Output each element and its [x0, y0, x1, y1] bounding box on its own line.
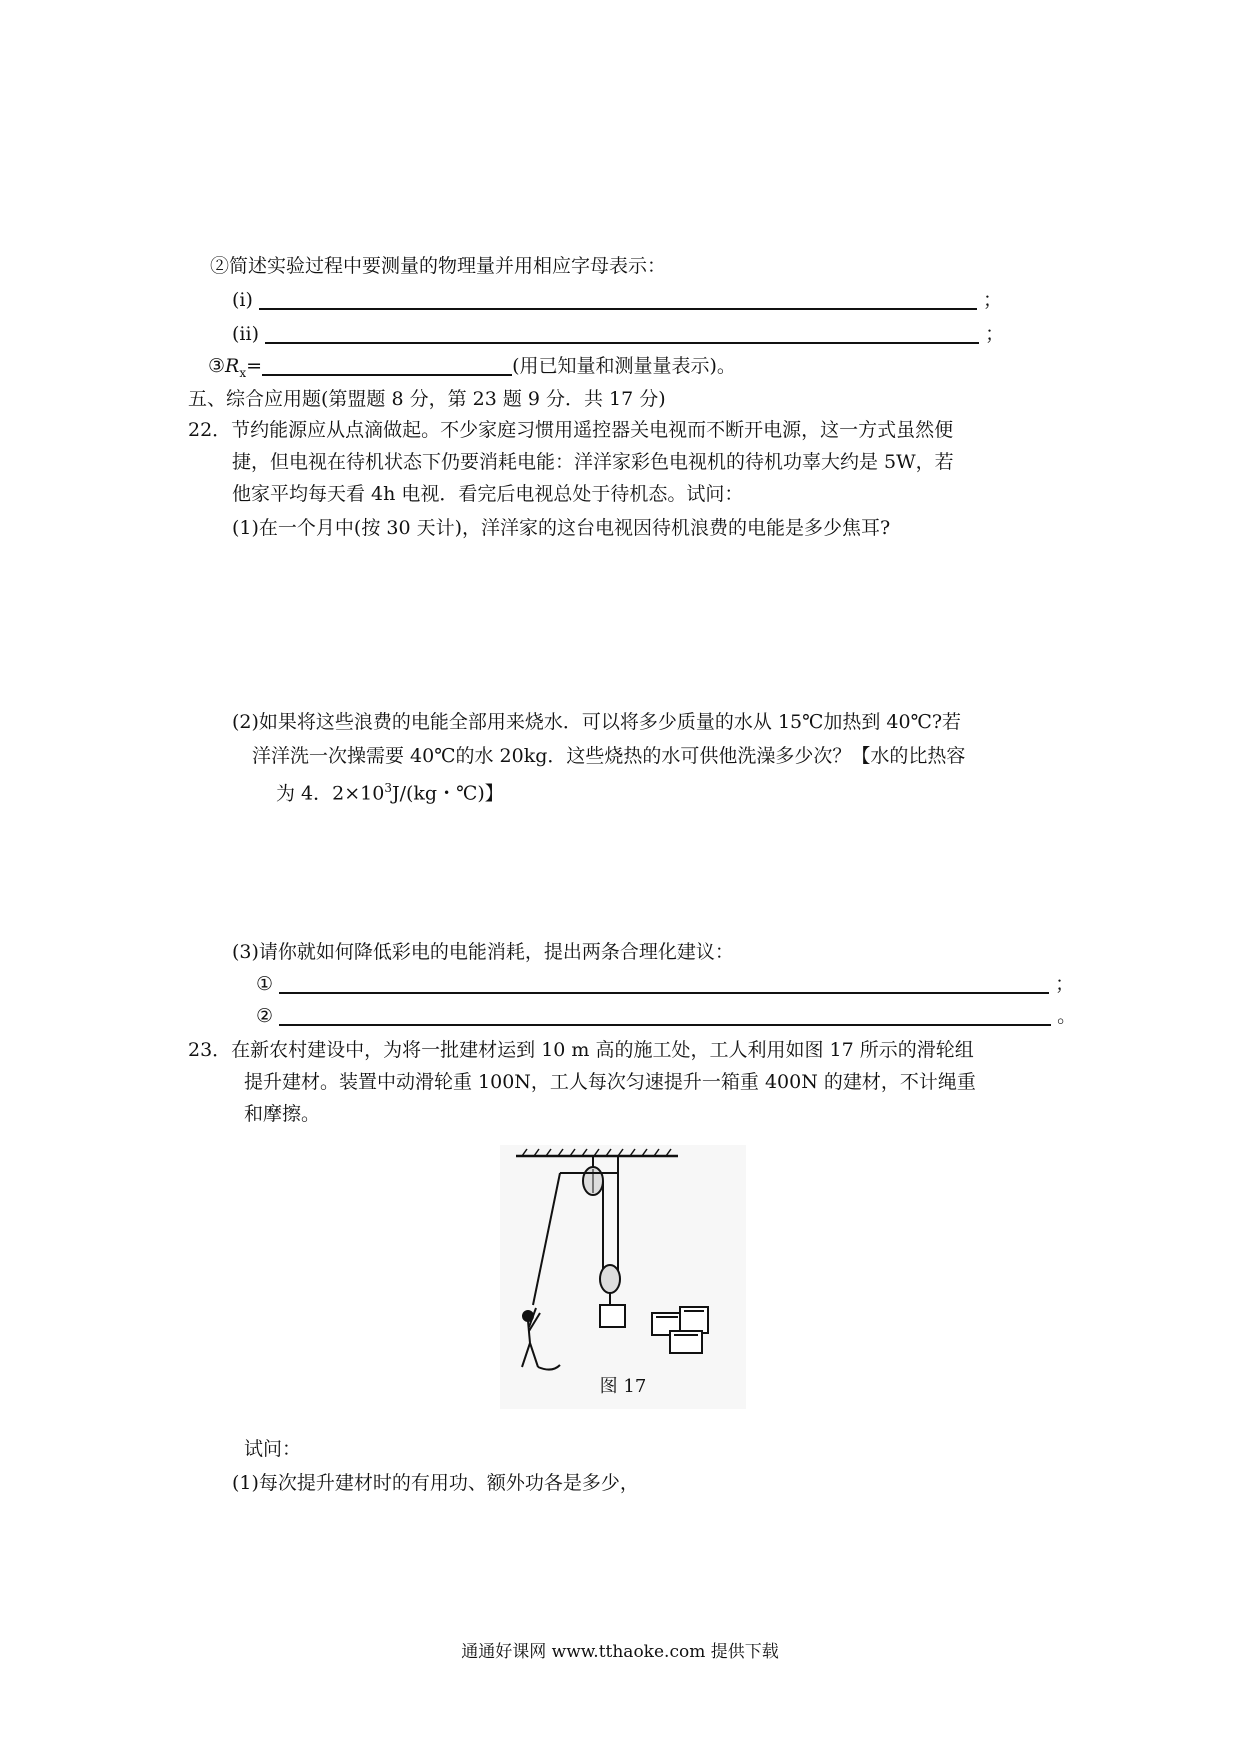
item-ii-semicolon: ； [985, 323, 1005, 345]
page-footer: 通通好课网 www.tthaoke.com 提供下载 [461, 1642, 779, 1662]
hanging-crate [600, 1305, 625, 1327]
figure-caption: 图 17 [599, 1376, 647, 1397]
movable-pulley [600, 1265, 620, 1293]
q23-line2: 提升建材。装置中动滑轮重 100N，工人每次匀速提升一箱重 400N 的建材，不计绳重 [244, 1071, 976, 1093]
item-i-label: (i) [232, 289, 253, 311]
suggestion-1-end: ； [1055, 973, 1075, 995]
suggestion-2-end: 。 [1057, 1005, 1077, 1027]
exp-q3 [208, 352, 736, 387]
q22-part2-line2: 洋洋洗一次操需要 40℃的水 20kg．这些烧热的水可供他洗澡多少次？【水的比热容 [252, 745, 966, 767]
exp-item-i [232, 286, 1002, 314]
suggestion-2-blank[interactable] [279, 1004, 1051, 1026]
suggestion-1-marker: ① [256, 973, 274, 995]
q22-line1: 22．节约能源应从点滴做起。不少家庭习惯用遥控器关电视而不断开电源，这一方式虽然便 [188, 419, 954, 441]
answer-blank-rx[interactable] [262, 354, 512, 376]
q22-part2-line3 [276, 774, 504, 807]
q3-prefix: ③ [208, 355, 226, 377]
item-ii-label: (ii) [232, 323, 259, 345]
suggestion-1 [256, 970, 1074, 998]
q22-part1: (1)在一个月中(按 30 天计)，洋洋家的这台电视因待机浪费的电能是多少焦耳? [232, 517, 891, 539]
suggestion-2 [256, 1002, 1076, 1030]
specific-heat-exp: 3 [384, 781, 392, 795]
suggestion-2-marker: ② [256, 1005, 274, 1027]
q22-line3: 他家平均每天看 4h 电视．看完后电视总处于待机态。试问： [232, 483, 744, 505]
pulley-diagram [500, 1145, 746, 1409]
exp-q2-intro: ②简述实验过程中要测量的物理量并用相应字母表示： [210, 255, 667, 277]
q23-part1: (1)每次提升建材时的有用功、额外功各是多少， [232, 1472, 639, 1494]
exp-item-ii [232, 320, 1004, 348]
q23-ask: 试问： [244, 1438, 302, 1460]
q22-part3: (3)请你就如何降低彩电的电能消耗，提出两条合理化建议： [232, 941, 734, 963]
q22-line2: 捷，但电视在待机状态下仍要消耗电能：洋洋家彩色电视机的待机功辜大约是 5W，若 [232, 451, 954, 473]
answer-blank-ii[interactable] [265, 322, 979, 344]
specific-heat-a: 为 4．2×10 [276, 782, 385, 805]
section5-heading: 五、综合应用题(第盟题 8 分，第 23 题 9 分．共 17 分) [188, 388, 666, 410]
suggestion-1-blank[interactable] [279, 972, 1049, 994]
q3-suffix: (用已知量和测量量表示)。 [512, 355, 736, 377]
specific-heat-b: J/(kg・℃)】 [391, 782, 504, 805]
q22-part2-line1: (2)如果将这些浪费的电能全部用来烧水．可以将多少质量的水从 15℃加热到 40℃?若 [232, 711, 962, 733]
answer-blank-i[interactable] [259, 288, 977, 310]
q23-line1: 23．在新农村建设中，为将一批建材运到 10 m 高的施工处，工人利用如图 17 所示的滑轮组 [188, 1039, 974, 1061]
q3-eq: = [246, 355, 263, 377]
q23-line3: 和摩擦。 [244, 1103, 321, 1125]
item-i-semicolon: ； [983, 289, 1003, 311]
q3-sub: x [239, 365, 247, 380]
pulley-figure [500, 1145, 746, 1409]
q3-var: R [225, 355, 240, 377]
